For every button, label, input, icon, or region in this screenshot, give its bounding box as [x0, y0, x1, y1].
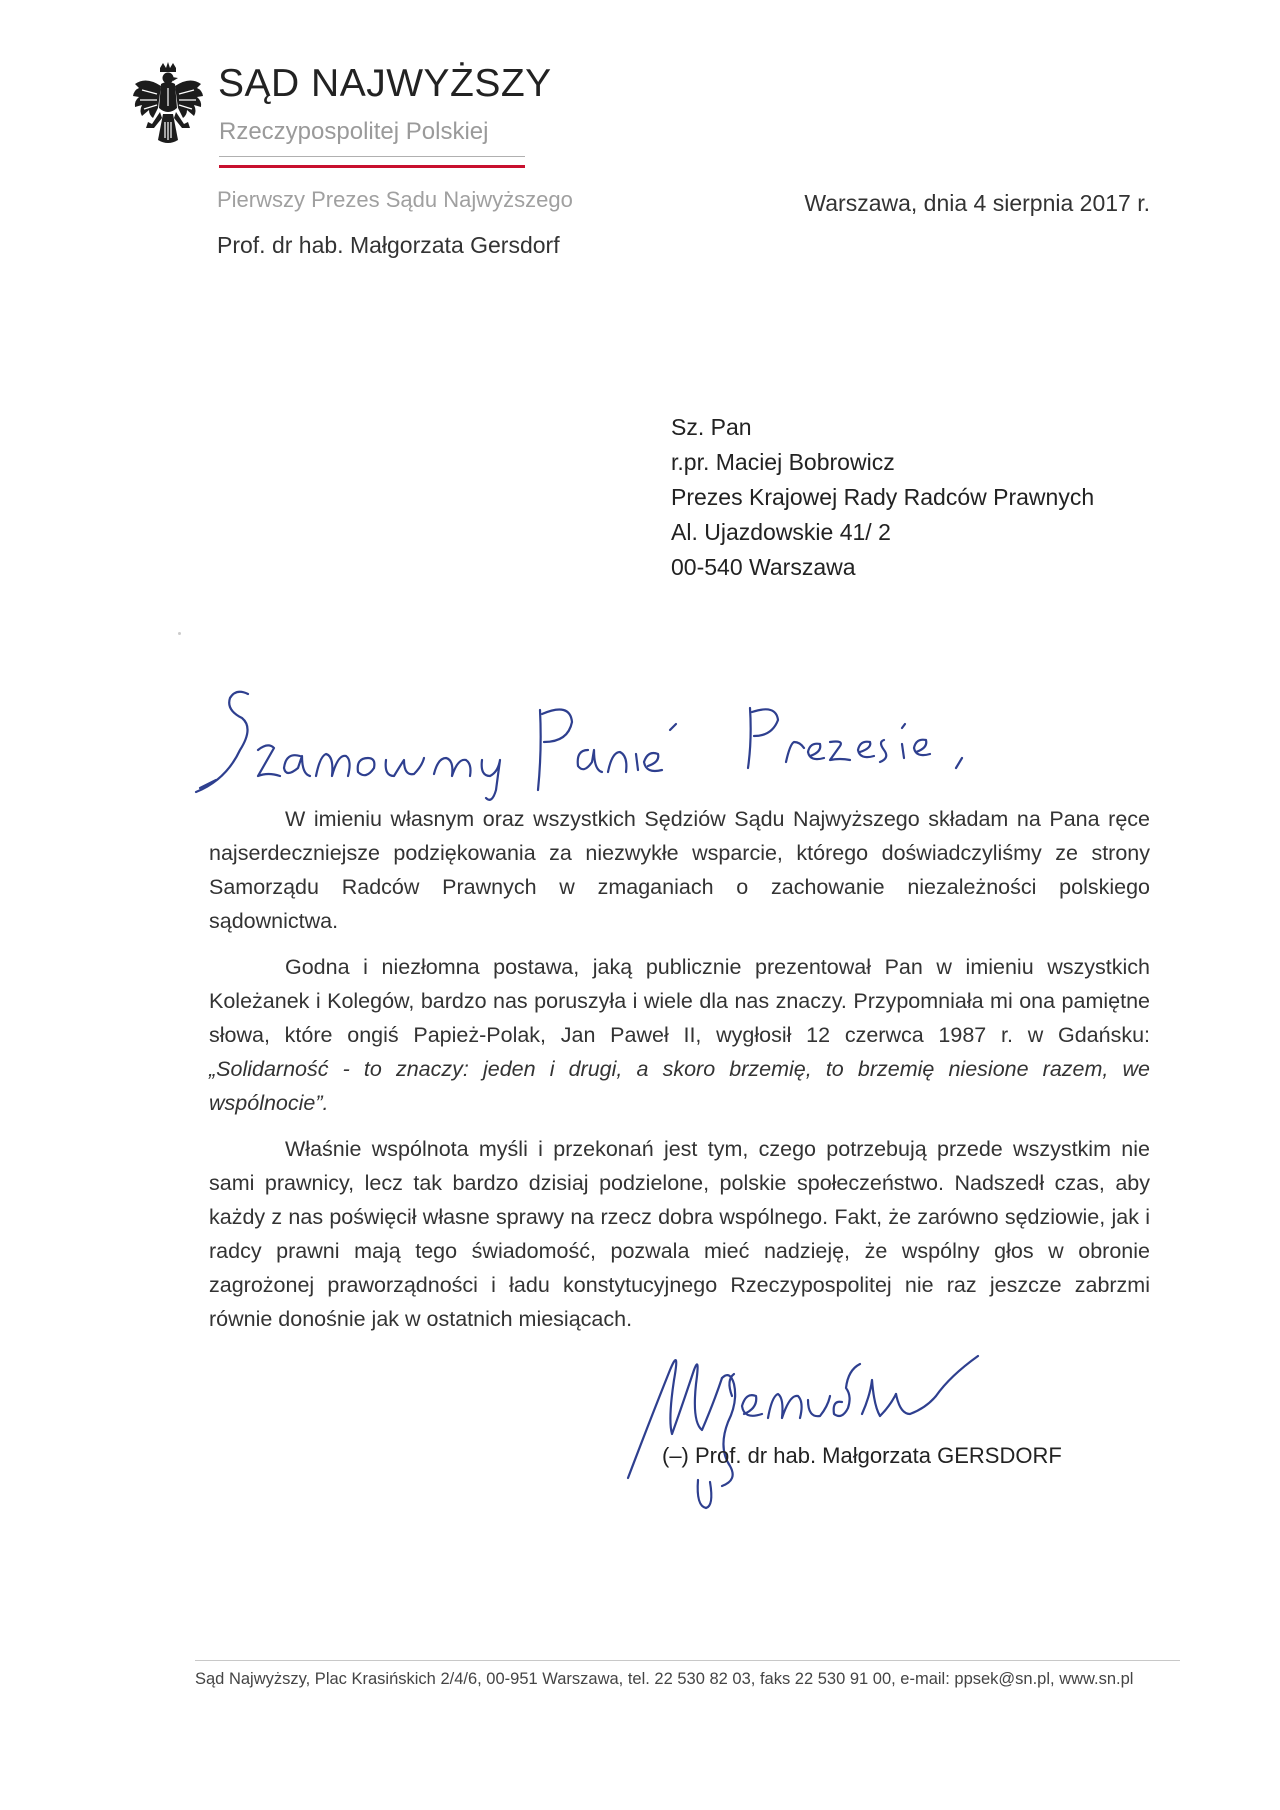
recipient-line: Prezes Krajowej Rady Radców Prawnych — [671, 484, 1095, 510]
signatory-name: (–) Prof. dr hab. Małgorzata GERSDORF — [662, 1443, 1062, 1468]
papal-quote: „Solidarność - to znaczy: jeden i drugi, a skoro brzemię, to brzemię niesione razem, we wspólnocie”. — [209, 1057, 1150, 1115]
body-paragraph: Właśnie wspólnota myśli i przekonań jest tym, czego potrzebują przede wszystkim nie sami prawnicy, lecz tak bardzo dzisiaj podzielone, polskie społeczeństwo. Nadszedł czas, aby każdy z nas poświęcił własne sprawy na rzecz dobra wspólnego. Fakt, że zarówno sędziowie, jak i radcy prawni mają tego świadomość, pozwala mieć nadzieję, że wspólny głos w obronie zagrożonej praworządności i ładu konstytucyjnego Rzeczypospolitej nie raz jeszcze zabrzmi równie donośnie jak w ostatnich miesiącach. — [209, 1137, 1150, 1331]
recipient-line: r.pr. Maciej Bobrowicz — [671, 449, 895, 475]
handwritten-salutation — [190, 680, 1070, 810]
recipient-line: Al. Ujazdowskie 41/ 2 — [671, 519, 891, 545]
sender-name: Prof. dr hab. Małgorzata Gersdorf — [217, 232, 560, 258]
scan-speck — [178, 632, 181, 635]
court-subtitle: Rzeczypospolitej Polskiej — [219, 118, 489, 145]
footer-contact: Sąd Najwyższy, Plac Krasińskich 2/4/6, 00-951 Warszawa, tel. 22 530 82 03, faks 22 530 91 00, e-mail: ppsek@sn.pl, www.sn.pl — [195, 1670, 1134, 1688]
recipient-line: Sz. Pan — [671, 414, 752, 440]
footer-rule — [195, 1660, 1180, 1661]
recipient-line: 00-540 Warszawa — [671, 554, 856, 580]
handwritten-signature — [610, 1310, 1130, 1510]
body-paragraph: W imieniu własnym oraz wszystkich Sędziów Sądu Najwyższego składam na Pana ręce najserdeczniejsze podziękowania za niezwykłe wsparcie, którego doświadczyliśmy ze strony Samorządu Radców Prawnych w zmaganiach o zachowanie niezależności polskiego sądownictwa. — [209, 807, 1150, 933]
letter-body — [209, 802, 1150, 1348]
date-line: Warszawa, dnia 4 sierpnia 2017 r. — [804, 190, 1150, 216]
letterhead-rule-grey — [219, 156, 525, 157]
letterhead-rule-red — [219, 165, 525, 168]
recipient-address — [671, 410, 1094, 585]
paragraph-text: Godna i niezłomna postawa, jaką publicznie prezentował Pan w imieniu wszystkich Koleżanek i Kolegów, bardzo nas poruszyła i wiele dla nas znaczy. Przypomniała mi ona pamiętne słowa, które ongiś Papież-Polak, Jan Paweł II, wygłosił 12 czerwca 1987 r. w Gdańsku: — [209, 955, 1150, 1047]
body-paragraph — [209, 950, 1150, 1120]
sender-office: Pierwszy Prezes Sądu Najwyższego — [217, 187, 573, 212]
white-eagle-emblem-icon — [132, 62, 204, 150]
court-name: SĄD NAJWYŻSZY — [218, 62, 552, 105]
